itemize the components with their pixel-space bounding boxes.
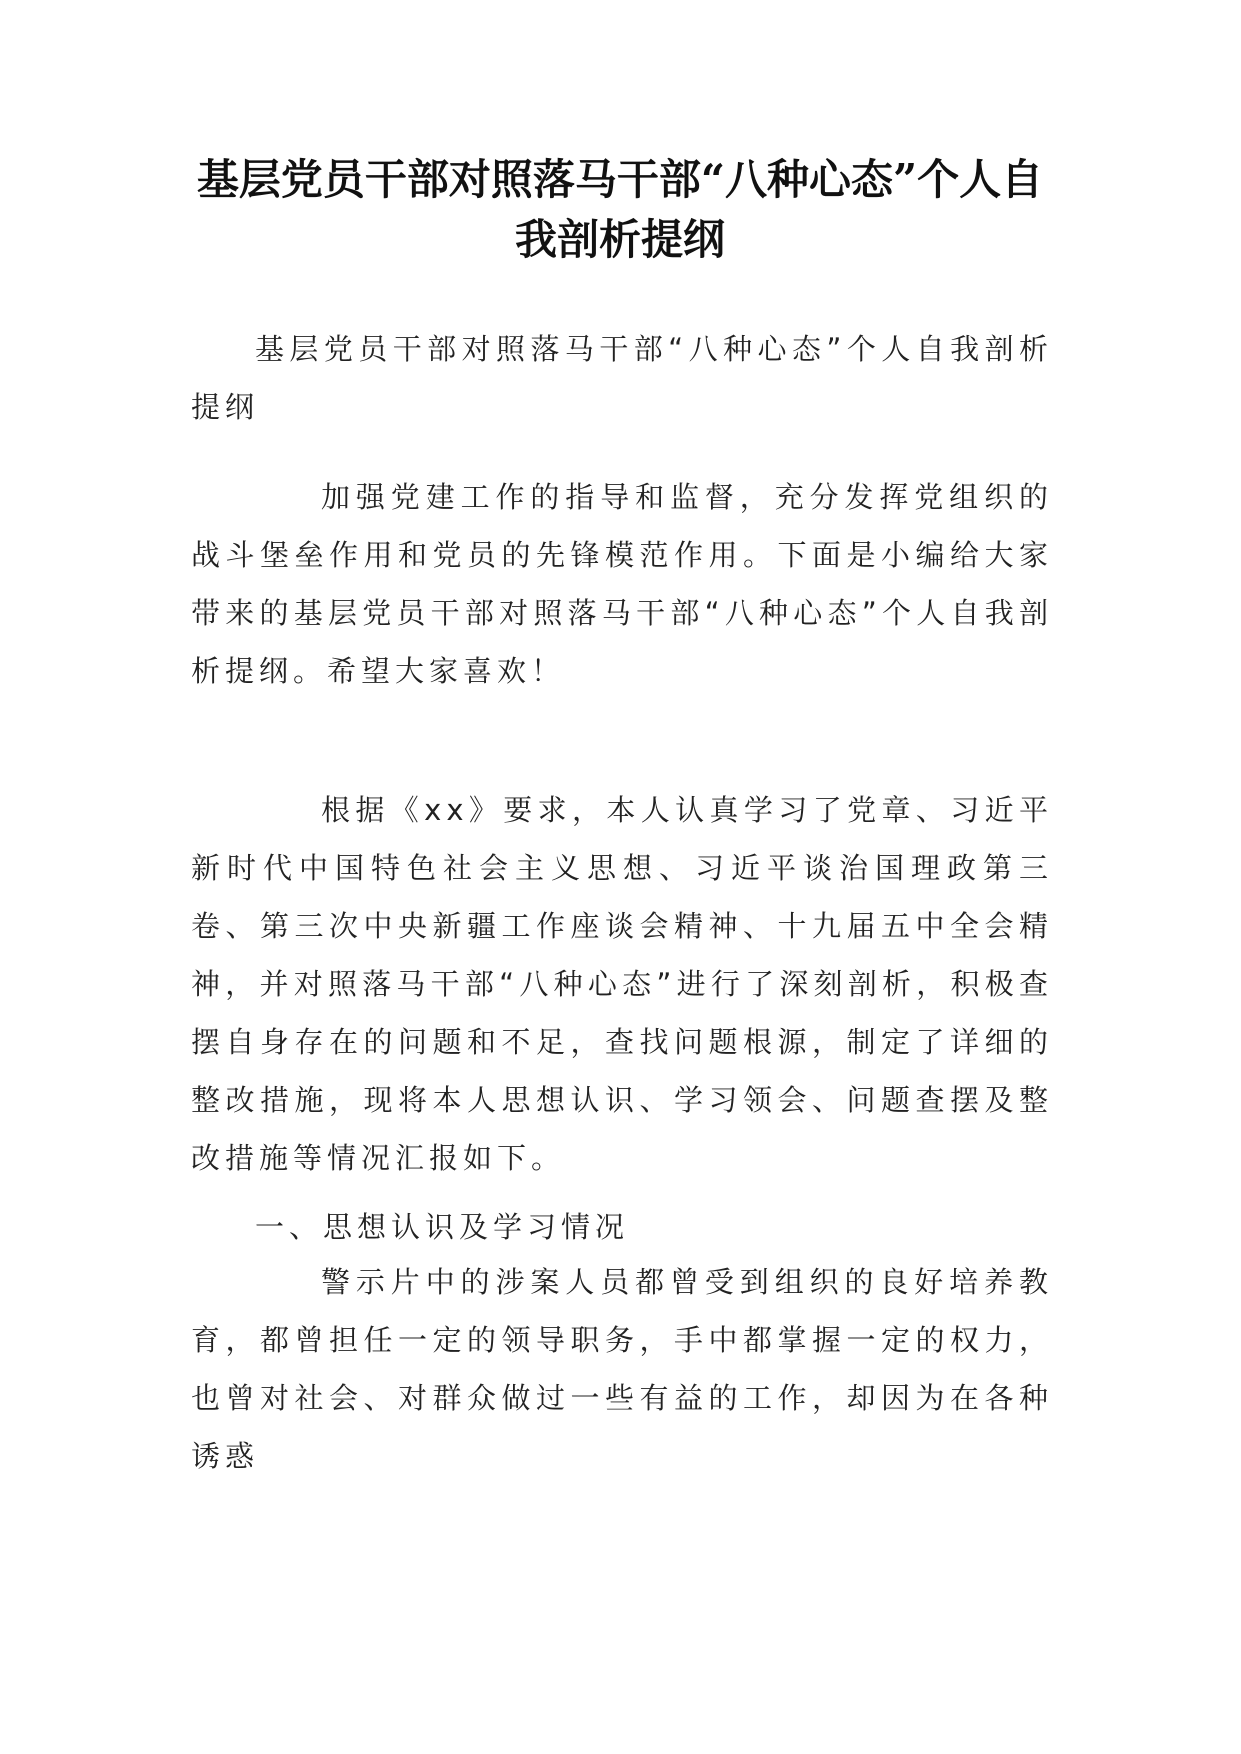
intro-paragraph: 加强党建工作的指导和监督，充分发挥党组织的战斗堡垒作用和党员的先锋模范作用。下面是小编给大家带来的基层党员干部对照落马干部“八种心态”个人自我剖析提纲。希望大家喜欢！ [191,480,1053,688]
section-paragraph: 警示片中的涉案人员都曾受到组织的良好培养教育，都曾担任一定的领导职务，手中都掌握一定的权力，也曾对社会、对群众做过一些有益的工作，却因为在各种诱惑 [191,1265,1053,1473]
document-title: 基层党员干部对照落马干部“八种心态”个人自我剖析提纲 [196,155,1044,264]
section-heading: 一、思想认识及学习情况 [255,1210,630,1244]
subtitle-paragraph: 基层党员干部对照落马干部“八种心态”个人自我剖析提纲 [191,332,1053,424]
body-paragraph: 根据《xx》要求，本人认真学习了党章、习近平新时代中国特色社会主义思想、习近平谈治国理政第三卷、第三次中央新疆工作座谈会精神、十九届五中全会精神，并对照落马干部“八种心态”进行了深刻剖析，积极查摆自身存在的问题和不足，查找问题根源，制定了详细的整改措施，现将本人思想认识、学习领会、问题查摆及整改措施等情况汇报如下。 [191,793,1053,1175]
